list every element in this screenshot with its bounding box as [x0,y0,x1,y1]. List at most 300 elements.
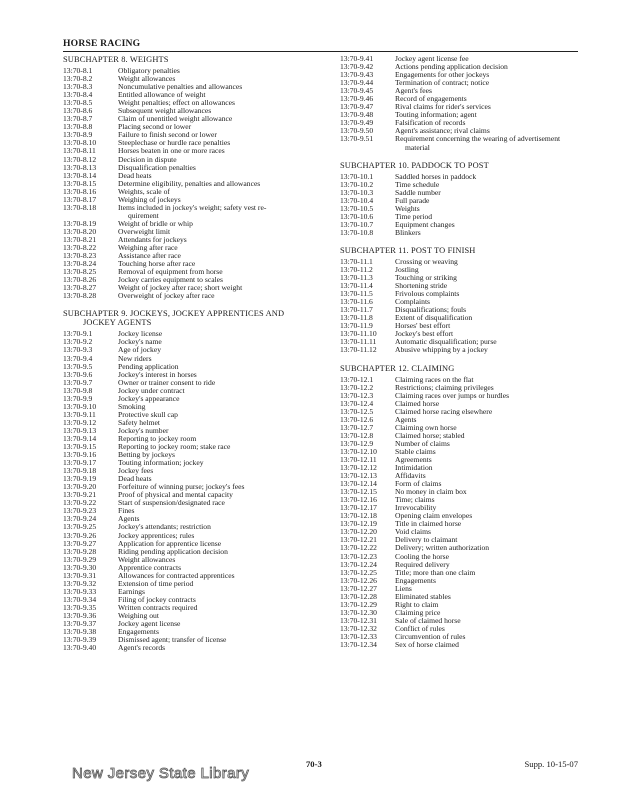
section-title: Proof of physical and mental capacity [118,490,233,500]
section-title: Stable claims [395,446,436,456]
section-number: 13:70-12.22 [340,543,377,553]
section-number: 13:70-10.1 [340,171,374,181]
section-entry [63,236,325,244]
section-entry [63,67,325,75]
section-title: Weight penalties; effect on allowances [118,98,235,108]
section-title: Blinkers [395,227,421,237]
section-title: Betting by jockeys [118,450,175,460]
section-title: Equipment changes [395,219,455,229]
section-title: Engagements for other jockeys [395,70,490,80]
section-title: Placing second or lower [118,122,192,132]
section-title: Eliminated stables [395,591,451,601]
section-number: 13:70-12.25 [340,567,377,577]
section-title: Delivery; written authorization [395,543,490,553]
section-title: Dismissed agent; transfer of license [118,635,227,645]
section-number: 13:70-9.37 [63,619,97,629]
section-number: 13:70-8.12 [63,154,97,164]
subchapter-heading-continuation: JOCKEY AGENTS [83,318,152,328]
section-title: Disqualifications; fouls [395,305,467,315]
section-title: Jockey agent license [118,619,181,629]
section-entry [63,395,325,403]
section-title-continuation: quirement [128,210,159,220]
section-number: 13:70-9.22 [63,498,97,508]
header-title: HORSE RACING [63,38,141,49]
section-number: 13:70-12.18 [340,511,377,521]
section-number: 13:70-12.3 [340,390,374,400]
section-number: 13:70-12.16 [340,495,377,505]
section-number: 13:70-9.38 [63,627,97,637]
section-entry [63,644,325,652]
section-title: Claim of unentitled weight allowance [118,114,233,124]
section-entry [63,338,325,346]
section-title: Filing of jockey contracts [118,594,196,604]
subchapter-heading [340,364,585,373]
section-number: 13:70-8.11 [63,146,96,156]
section-title: Weights [395,203,420,213]
section-entry [340,189,585,197]
section-number: 13:70-8.20 [63,226,97,236]
section-title: Allowances for contracted apprentices [118,570,235,580]
section-entry [63,411,325,419]
section-number: 13:70-8.18 [63,202,97,212]
subchapter-heading [340,246,585,255]
section-title: Dead heats [118,170,152,180]
section-number: 13:70-8.17 [63,194,97,204]
section-title: Record of engagements [395,94,467,104]
section-title: Void claims [395,527,431,537]
section-title: Protective skull cap [118,409,178,419]
section-title: Attendants for jockeys [118,234,187,244]
section-entry [63,548,325,556]
section-number: 13:70-10.4 [340,195,374,205]
section-entry [63,612,325,620]
section-number: 13:70-12.17 [340,503,377,513]
section-title: Full parade [395,195,430,205]
section-title: Requirement concerning the wearing of advertisement material [395,135,585,151]
section-number: 13:70-10.7 [340,219,374,229]
section-number: 13:70-8.24 [63,259,97,269]
section-number: 13:70-9.21 [63,490,97,500]
section-number: 13:70-9.12 [63,417,97,427]
section-number: 13:70-8.28 [63,291,97,301]
section-title: Weight allowances [118,74,176,84]
section-entry [63,604,325,612]
section-title: Removal of equipment from horse [118,267,223,277]
section-entry [340,432,585,440]
section-entry [63,228,325,236]
section-entry [63,556,325,564]
section-number: 13:70-8.23 [63,251,97,261]
section-number: 13:70-12.19 [340,519,377,529]
section-title: Smoking [118,401,146,411]
section-number: 13:70-11.6 [340,297,373,307]
section-number: 13:70-10.8 [340,227,374,237]
section-entry [340,408,585,416]
section-entry [340,205,585,213]
section-number: 13:70-12.23 [340,551,377,561]
section-title: Frivolous complaints [395,289,460,299]
section-number: 13:70-12.33 [340,632,377,641]
subchapter-heading-text: SUBCHAPTER 11. POST TO FINISH [340,245,476,255]
section-number: 13:70-9.31 [63,570,97,580]
section-title: Assistance after race [118,251,181,261]
section-number: 13:70-10.3 [340,187,374,197]
section-number: 13:70-8.6 [63,106,93,116]
section-title: Sex of horse claimed [395,640,459,650]
section-number: 13:70-9.26 [63,530,97,540]
section-title: Determine eligibility, penalties and allowances [118,178,261,188]
section-title: Claimed horse [395,398,440,408]
section-number: 13:70-9.28 [63,546,97,556]
section-title: Agent's fees [395,86,433,96]
section-number: 13:70-11.3 [340,273,373,283]
section-title: Automatic disqualification; purse [395,337,497,347]
section-number: 13:70-12.4 [340,398,374,408]
section-title: Restrictions; claiming privileges [395,382,494,392]
section-title: Touching horse after race [118,259,196,269]
section-entry [340,416,585,424]
section-number: 13:70-9.4 [63,353,93,363]
section-entry [63,620,325,628]
section-title: Obligatory penalties [118,66,180,75]
section-number: 13:70-12.12 [340,463,377,473]
section-title: Jockey license [118,329,163,339]
section-entry [63,292,325,300]
section-number: 13:70-11.7 [340,305,373,315]
section-number: 13:70-9.36 [63,611,97,620]
section-title: Rival claims for rider's services [395,102,491,112]
section-title: Weight of bridle or whip [118,218,193,228]
section-title: Complaints [395,297,431,307]
section-number: 13:70-9.19 [63,474,97,484]
section-title: Touching or striking [395,273,457,283]
section-entry [340,229,585,237]
section-number: 13:70-12.27 [340,583,377,593]
section-number: 13:70-9.10 [63,401,97,411]
section-number: 13:70-8.27 [63,283,97,293]
section-entry [340,392,585,400]
section-number: 13:70-8.1 [63,66,93,75]
section-title: Failure to finish second or lower [118,130,217,140]
section-number: 13:70-8.22 [63,243,97,253]
section-title: Safety helmet [118,417,160,427]
section-title-continuation: material [405,142,430,152]
section-number: 13:70-8.8 [63,122,93,132]
section-entry [63,244,325,252]
section-title: Time schedule [395,179,440,189]
library-watermark: New Jersey State Library [72,765,250,782]
section-gap [340,355,585,364]
section-number: 13:70-11.11 [340,337,377,347]
section-number: 13:70-9.51 [340,134,374,144]
section-entry [63,355,325,363]
section-number: 13:70-11.9 [340,321,373,331]
section-number: 13:70-9.8 [63,385,93,395]
section-entry [340,213,585,221]
section-number: 13:70-8.25 [63,267,97,277]
section-title: Abusive whipping by a jockey [395,345,488,355]
section-number: 13:70-12.10 [340,446,377,456]
section-title: Agents [118,514,140,524]
section-title: Weight allowances [118,554,176,564]
section-number: 13:70-9.23 [63,506,97,516]
section-entry [340,197,585,205]
section-title: Irrevocability [395,503,437,513]
section-title: Termination of contract; notice [395,78,490,88]
section-entry [340,641,585,649]
section-title: Extent of disqualification [395,313,473,323]
section-title: Agent's assistance; rival claims [395,126,490,136]
section-number: 13:70-12.9 [340,438,374,448]
section-number: 13:70-9.33 [63,586,97,596]
section-title: Reporting to jockey room [118,433,197,443]
section-entry [340,258,585,266]
section-number: 13:70-9.9 [63,393,93,403]
section-title: Jockey under contract [118,385,185,395]
section-number: 13:70-9.25 [63,522,97,532]
section-number: 13:70-12.11 [340,454,377,464]
section-number: 13:70-12.13 [340,471,377,481]
section-number: 13:70-8.3 [63,82,93,92]
section-title: Disqualification penalties [118,162,196,172]
section-title: Claimed horse racing elsewhere [395,406,493,416]
section-number: 13:70-12.32 [340,623,377,633]
section-number: 13:70-9.14 [63,433,97,443]
section-title: New riders [118,353,152,363]
section-number: 13:70-9.13 [63,425,97,435]
section-number: 13:70-12.31 [340,615,377,625]
section-title: Weights, scale of [118,186,170,196]
section-number: 13:70-9.46 [340,94,374,104]
section-number: 13:70-8.13 [63,162,97,172]
subchapter-section [63,55,325,300]
section-number: 13:70-8.9 [63,130,93,140]
section-entry [63,387,325,395]
section-gap [340,152,585,161]
section-title: Jostling [395,264,419,274]
section-entry [63,379,325,387]
section-number: 13:70-8.15 [63,178,97,188]
section-number: 13:70-12.26 [340,575,377,585]
section-title: Circumvention of rules [395,632,466,641]
section-entry [63,220,325,228]
section-number: 13:70-9.20 [63,482,97,492]
section-number: 13:70-9.11 [63,409,96,419]
section-title: Engagements [118,627,159,637]
section-entry [340,181,585,189]
section-title: Jockey fees [118,466,154,476]
section-title: Dead heats [118,474,152,484]
section-number: 13:70-9.49 [340,118,374,128]
section-number: 13:70-10.6 [340,211,374,221]
section-title: Weighing of jockeys [118,194,181,204]
section-title: Engagements [395,575,436,585]
section-entry [340,290,585,298]
section-number: 13:70-9.50 [340,126,374,136]
section-title: Liens [395,583,412,593]
section-number: 13:70-8.10 [63,138,97,148]
section-number: 13:70-9.17 [63,458,97,468]
section-number: 13:70-9.5 [63,361,93,371]
section-title: Claiming price [395,607,441,617]
section-title: Agent's records [118,643,166,653]
section-number: 13:70-9.35 [63,602,97,612]
section-number: 13:70-12.21 [340,535,377,545]
section-title: Title; more than one claim [395,567,476,577]
section-number: 13:70-9.24 [63,514,97,524]
section-number: 13:70-9.34 [63,594,97,604]
section-gap [63,300,325,309]
section-number: 13:70-12.24 [340,559,377,569]
section-title: Claimed horse; stabled [395,430,465,440]
section-title: Jockey's name [118,337,162,347]
section-number: 13:70-12.2 [340,382,374,392]
section-number: 13:70-9.3 [63,345,93,355]
section-title: Items included in jockey's weight; safety vest re- quirement [118,204,325,220]
subchapter-section [340,55,585,152]
section-number: 13:70-8.21 [63,234,97,244]
section-title: No money in claim box [395,487,467,497]
section-number: 13:70-11.2 [340,264,373,274]
section-entry [63,499,325,507]
section-title: Time period [395,211,433,221]
section-number: 13:70-12.28 [340,591,377,601]
subchapter-heading-text: SUBCHAPTER 8. WEIGHTS [63,55,169,64]
section-entry [63,636,325,644]
section-title: Touting information; jockey [118,458,204,468]
section-title: Time; claims [395,495,435,505]
section-title: Riding pending application decision [118,546,228,556]
section-number: 13:70-12.14 [340,479,377,489]
section-number: 13:70-8.5 [63,98,93,108]
section-entry [63,459,325,467]
section-title: Falsification of records [395,118,466,128]
section-entry [63,180,325,188]
section-number: 13:70-9.30 [63,562,97,572]
subchapter-section [340,161,585,237]
section-entry [340,282,585,290]
section-title: Delivery to claimant [395,535,458,545]
section-title: Jockey's interest in horses [118,369,197,379]
section-entry [63,443,325,451]
running-header [63,38,578,52]
section-title: Right to claim [395,599,439,609]
section-title: Cooling the horse [395,551,449,561]
section-title: Jockey's best effort [395,329,454,339]
section-entry [63,115,325,123]
section-number: 13:70-9.44 [340,78,374,88]
section-title: Start of suspension/designated race [118,498,225,508]
section-title: Reporting to jockey room; stake race [118,442,231,452]
section-title: Saddled horses in paddock [395,171,477,181]
section-title: Pending application [118,361,179,371]
section-title: Actions pending application decision [395,62,508,72]
section-title: Jockey apprentices; rules [118,530,195,540]
section-entry [340,173,585,181]
section-number: 13:70-11.10 [340,329,377,339]
section-number: 13:70-12.7 [340,422,374,432]
subchapter-section [63,309,325,652]
section-number: 13:70-9.7 [63,377,93,387]
section-number: 13:70-12.6 [340,414,374,424]
section-entry [340,79,585,87]
section-number: 13:70-12.34 [340,640,377,650]
section-title: Forfeiture of winning purse; jockey's fees [118,482,245,492]
section-title: Number of claims [395,438,450,448]
subchapter-section [340,364,585,650]
section-title: Subsequent weight allowances [118,106,212,116]
section-number: 13:70-12.29 [340,599,377,609]
section-title: Extension of time period [118,578,194,588]
section-title: Sale of claimed horse [395,615,461,625]
section-title: Claiming races over jumps or hurdles [395,390,510,400]
section-entry [63,572,325,580]
section-number: 13:70-9.6 [63,369,93,379]
section-title: Touting information; agent [395,110,477,120]
section-number: 13:70-9.32 [63,578,97,588]
section-title: Intimidation [395,463,433,473]
section-entry [340,135,585,151]
section-title: Owner or trainer consent to ride [118,377,216,387]
section-title: Shortening stride [395,281,448,291]
section-entry [63,346,325,354]
section-number: 13:70-11.12 [340,345,377,355]
section-title: Earnings [118,586,145,596]
section-number: 13:70-9.15 [63,442,97,452]
section-title: Agreements [395,454,432,464]
subchapter-heading-text: SUBCHAPTER 12. CLAIMING [340,363,455,373]
section-number: 13:70-9.42 [340,62,374,72]
subchapter-heading [340,161,585,170]
section-number: 13:70-8.4 [63,90,93,100]
section-number: 13:70-11.5 [340,289,373,299]
section-title: Jockey's appearance [118,393,180,403]
section-title: Apprentice contracts [118,562,182,572]
subchapter-heading-text: SUBCHAPTER 10. PADDOCK TO POST [340,160,489,170]
section-title: Horses beaten in one or more races [118,146,225,156]
section-title: Written contracts required [118,602,198,612]
section-number: 13:70-9.39 [63,635,97,645]
section-entry [340,346,585,354]
section-number: 13:70-11.1 [340,256,373,266]
section-number: 13:70-9.2 [63,337,93,347]
section-title: Affidavits [395,471,426,481]
section-title: Overweight of jockey after race [118,291,215,301]
left-column [63,55,325,652]
section-title: Claiming races on the flat [395,374,474,384]
section-entry [63,523,325,531]
section-title: Jockey agent license fee [395,54,469,63]
section-title: Claiming own horse [395,422,457,432]
subchapter-heading [63,55,325,64]
section-title: Application for apprentice license [118,538,222,548]
section-entry [340,266,585,274]
section-number: 13:70-9.40 [63,643,97,653]
section-title: Weight of jockey after race; short weight [118,283,243,293]
subchapter-section [340,246,585,355]
section-number: 13:70-12.5 [340,406,374,416]
section-number: 13:70-12.30 [340,607,377,617]
section-number: 13:70-8.16 [63,186,97,196]
section-number: 13:70-9.48 [340,110,374,120]
section-number: 13:70-8.7 [63,114,93,124]
section-title: Agents [395,414,417,424]
section-title: Required delivery [395,559,450,569]
section-title: Age of jockey [118,345,162,355]
section-number: 13:70-10.5 [340,203,374,213]
section-number: 13:70-8.19 [63,218,97,228]
section-title: Decision in dispute [118,154,177,164]
